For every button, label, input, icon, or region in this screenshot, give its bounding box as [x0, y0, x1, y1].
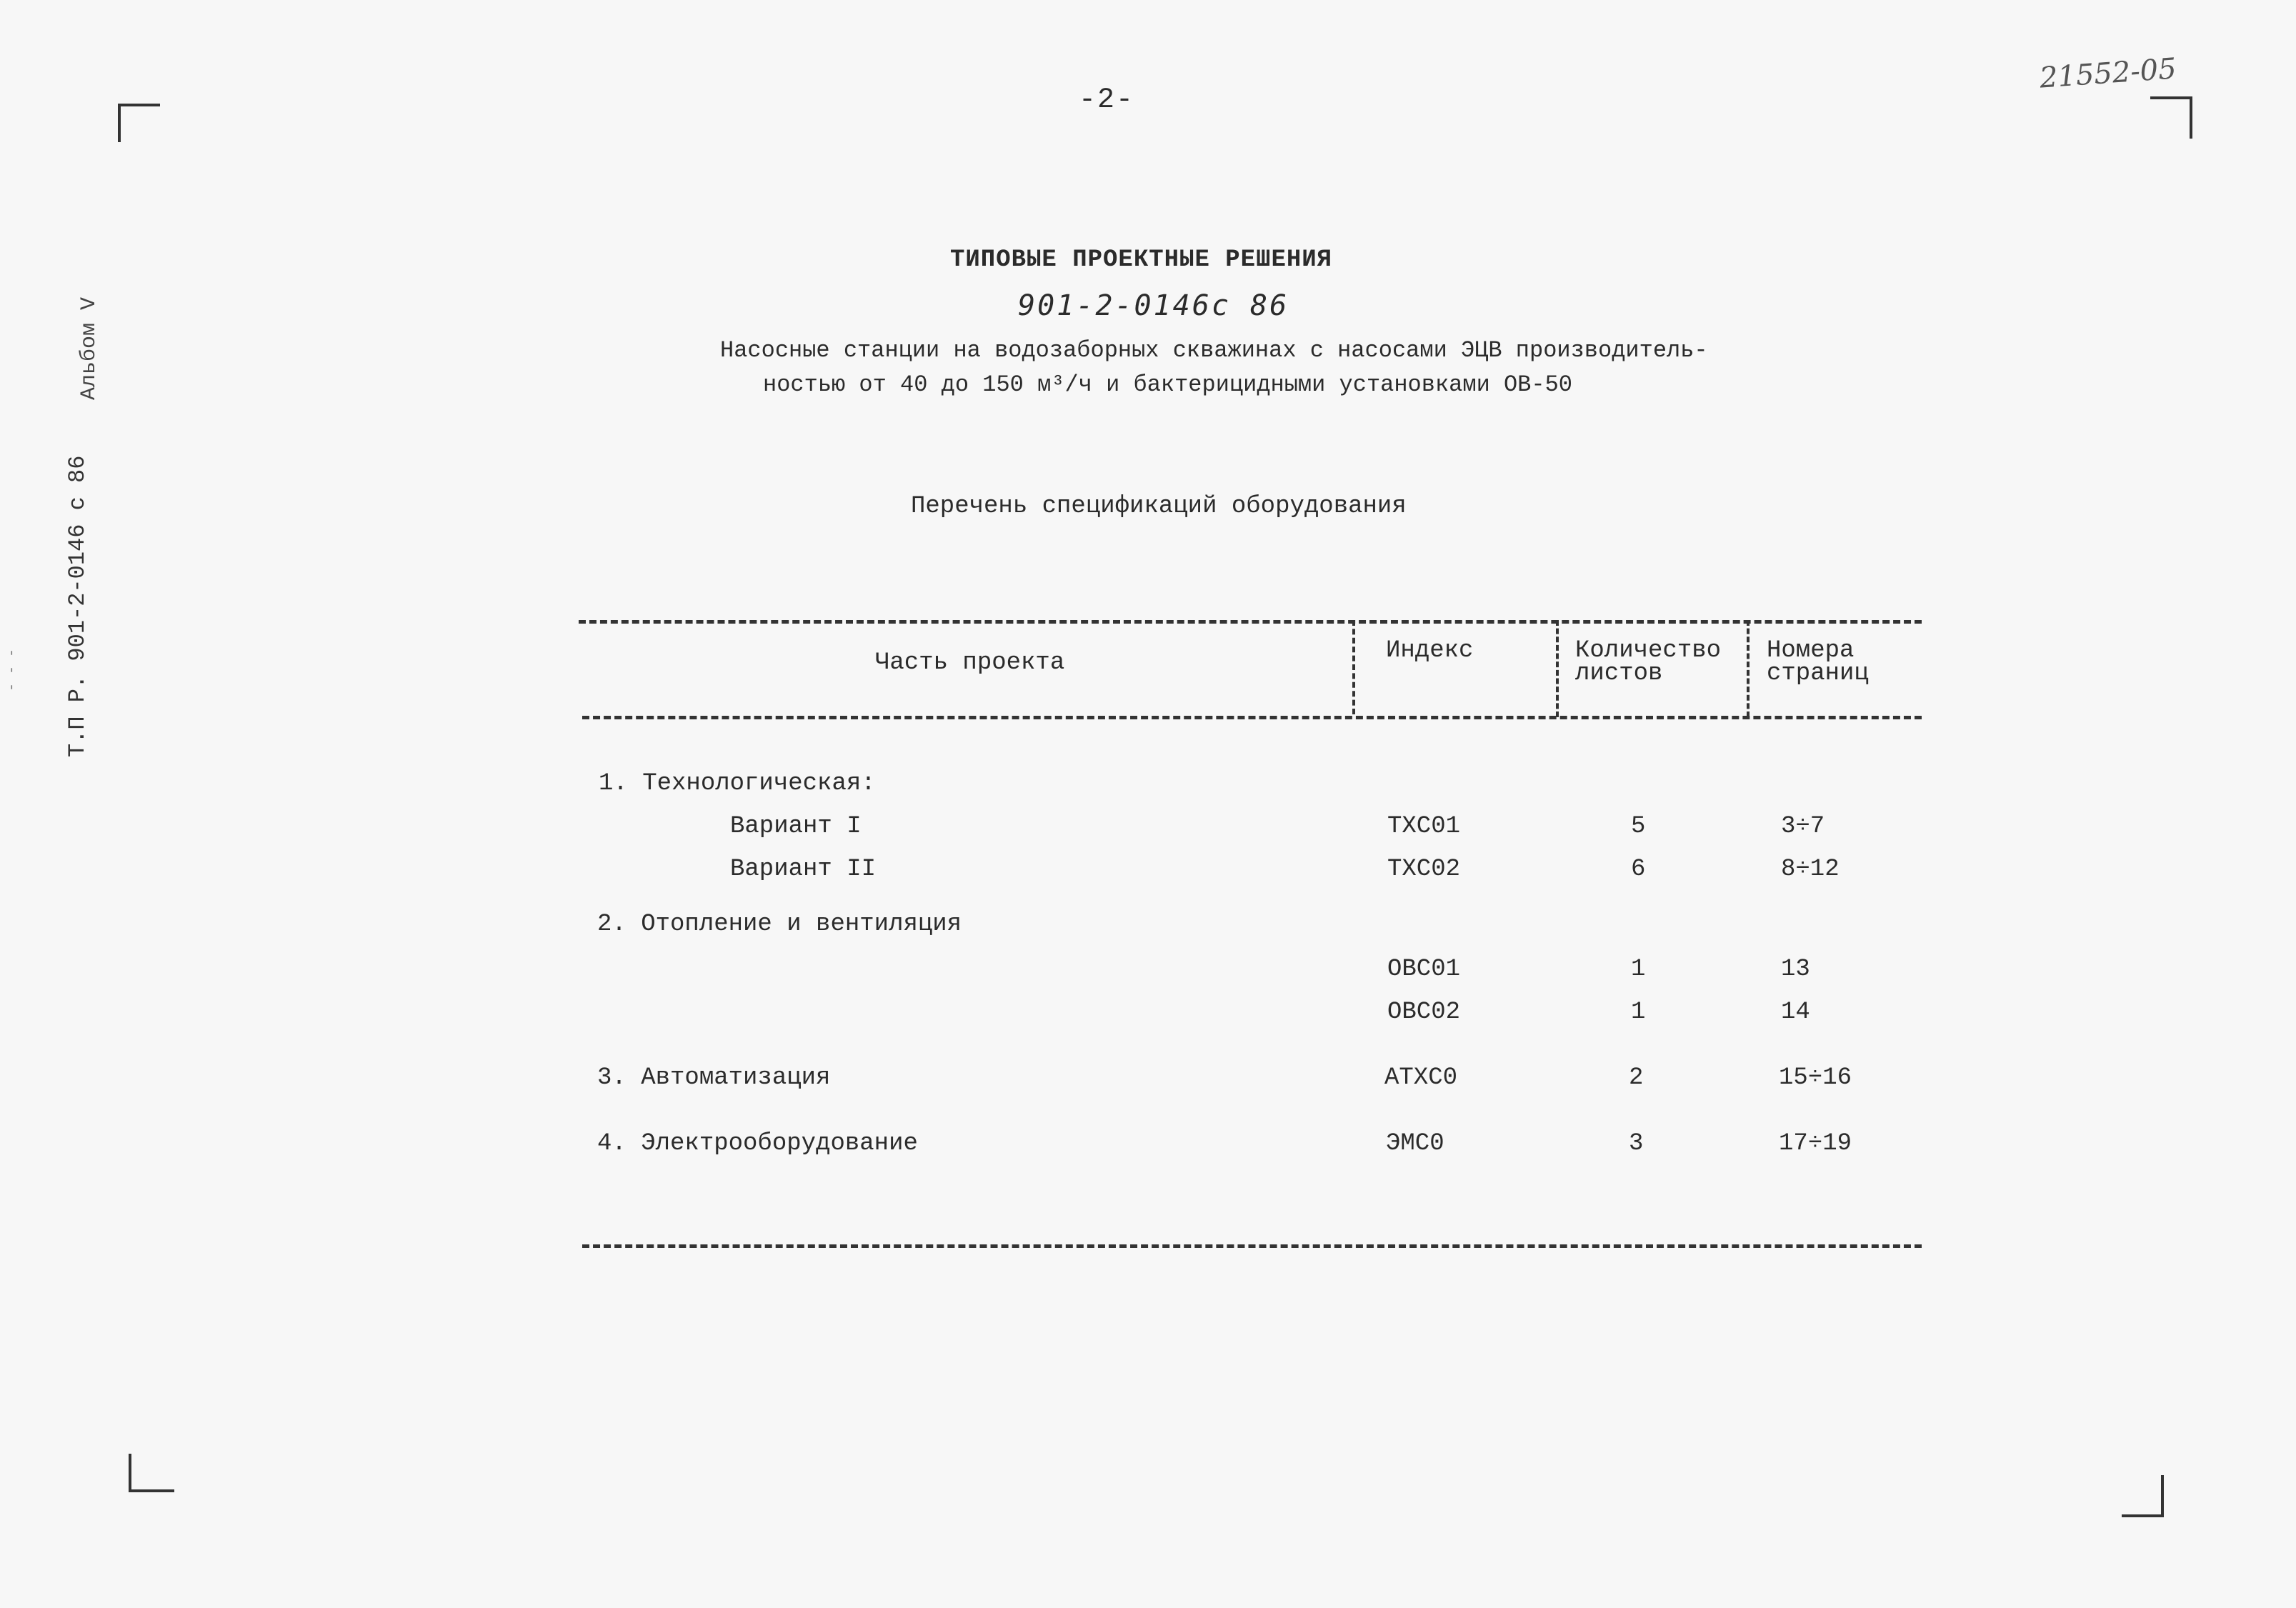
description-line-1: Насосные станции на водозаборных скважинах с насосами ЭЦВ производитель- [720, 337, 1708, 364]
row-pages: 15÷16 [1779, 1064, 1852, 1092]
row-index: АТХС0 [1384, 1064, 1458, 1092]
side-margin-mark-text: - - - [3, 649, 19, 692]
list-title: Перечень спецификаций оборудования [911, 493, 1407, 520]
row-part: Вариант II [730, 856, 877, 883]
corner-mark-bottom-left [129, 1454, 174, 1492]
side-album-label: Альбом V [77, 296, 101, 400]
corner-mark-bottom-right [2122, 1475, 2164, 1517]
table-bottom-rule [582, 1244, 1922, 1248]
column-header-quantity [1575, 639, 1721, 685]
document-heading: ТИПОВЫЕ ПРОЕКТНЫЕ РЕШЕНИЯ [950, 246, 1333, 274]
side-document-reference: Т.П Р. 901-2-0146 с 86 [64, 455, 91, 757]
row-quantity: 5 [1631, 813, 1646, 840]
section-heading: 3. Автоматизация [597, 1064, 831, 1092]
row-index: ОВС01 [1387, 956, 1461, 983]
column-header-pages [1767, 639, 1869, 685]
column-divider-3 [1747, 620, 1750, 717]
row-index: ЭМС0 [1386, 1130, 1444, 1157]
row-quantity: 6 [1631, 856, 1646, 883]
row-pages: 14 [1781, 999, 1810, 1026]
column-header-quantity-line2: листов [1575, 660, 1663, 687]
column-header-index: Индекс [1386, 637, 1474, 664]
column-header-quantity-line1: Количество [1575, 637, 1722, 664]
row-pages: 3÷7 [1781, 813, 1825, 840]
side-margin-mark [3, 649, 19, 696]
table-top-rule [579, 620, 1922, 624]
column-divider-1 [1352, 620, 1355, 714]
description-line-2: ностью от 40 до 150 м³/ч и бактерицидными установками ОВ-50 [763, 371, 1572, 398]
row-pages: 17÷19 [1779, 1130, 1852, 1157]
corner-mark-top-right [2150, 96, 2192, 139]
row-quantity: 2 [1629, 1064, 1644, 1092]
document-code: 901-2-0146с 86 [1018, 289, 1289, 322]
row-quantity: 1 [1631, 956, 1646, 983]
section-heading: 1. Технологическая: [599, 770, 876, 797]
table-header-rule [582, 716, 1922, 719]
column-header-part: Часть проекта [875, 649, 1065, 676]
row-index: ТХС01 [1387, 813, 1461, 840]
column-header-pages-line1: Номера [1767, 637, 1855, 664]
row-pages: 13 [1781, 956, 1810, 983]
row-index: ОВС02 [1387, 999, 1461, 1026]
row-quantity: 3 [1629, 1130, 1644, 1157]
section-heading: 2. Отопление и вентиляция [597, 911, 962, 938]
row-pages: 8÷12 [1781, 856, 1840, 883]
archive-stamp: 21552-05 [2038, 52, 2178, 95]
column-divider-2 [1556, 620, 1559, 717]
page-number: -2- [1079, 84, 1135, 116]
row-index: ТХС02 [1387, 856, 1461, 883]
column-header-pages-line2: страниц [1767, 660, 1869, 687]
row-part: Вариант I [730, 813, 862, 840]
corner-mark-top-left [118, 104, 160, 142]
section-heading: 4. Электрооборудование [597, 1130, 918, 1157]
row-quantity: 1 [1631, 999, 1646, 1026]
